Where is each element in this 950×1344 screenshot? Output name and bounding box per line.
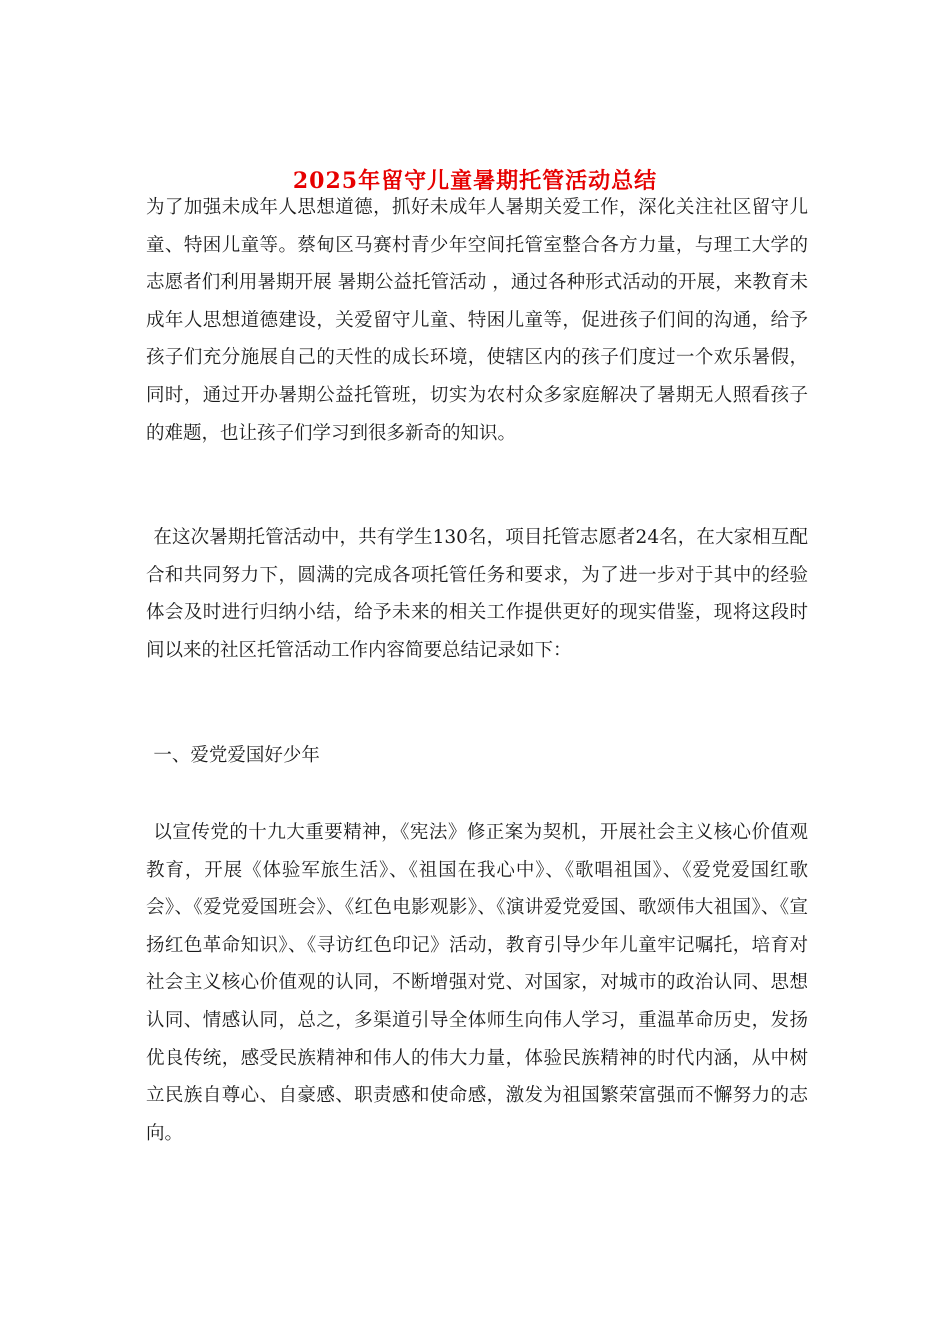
section-body-paragraph: 以宣传党的十九大重要精神，《宪法》修正案为契机，开展社会主义核心价值观教育，开展《体验军旅生活》、《祖国在我心中》、《歌唱祖国》、《爱党爱国红歌会》、《爱党爱国班会》、《红色电影观影》、《演讲爱党爱国、歌颂伟大祖国》、《宣扬红色革命知识》、《寻访红色印记》活动，教育引导少年儿童牢记嘱托，培育对社会主义核心价值观的认同，不断增强对党、对国家，对城市的政治认同、思想认同、情感认同，总之，多渠道引导全体师生向伟人学习，重温革命历史，发扬优良传统，感受民族精神和伟人的伟大力量，体验民族精神的时代内涵，从中树立民族自尊心、自豪感、职责感和使命感，激发为祖国繁荣富强而不懈努力的志向。	[146, 822, 808, 1144]
section-heading: 一、爱党爱国好少年	[153, 745, 320, 766]
overview-paragraph: 在这次暑期托管活动中，共有学生130名，项目托管志愿者24名，在大家相互配合和共同努力下，圆满的完成各项托管任务和要求，为了进一步对于其中的经验体会及时进行归纳小结，给予未来的相关工作提供更好的现实借鉴，现将这段时间以来的社区托管活动工作内容简要总结记录如下：	[146, 527, 808, 661]
intro-paragraph: 为了加强未成年人思想道德，抓好未成年人暑期关爱工作，深化关注社区留守儿童、特困儿童等。蔡甸区马赛村青少年空间托管室整合各方力量，与理工大学的志愿者们利用暑期开展 暑期公益托管活动 ，通过各种形式活动的开展，来教育未成年人思想道德建设，关爱留守儿童、特困儿童等，促进孩子们间的沟通，给予孩子们充分施展自己的天性的成长环境，使辖区内的孩子们度过一个欢乐暑假，同时，通过开办暑期公益托管班，切实为农村众多家庭解决了暑期无人照看孩子的难题，也让孩子们学习到很多新奇的知识。	[146, 197, 808, 444]
document-title: 2025年留守儿童暑期托管活动总结	[292, 167, 658, 194]
